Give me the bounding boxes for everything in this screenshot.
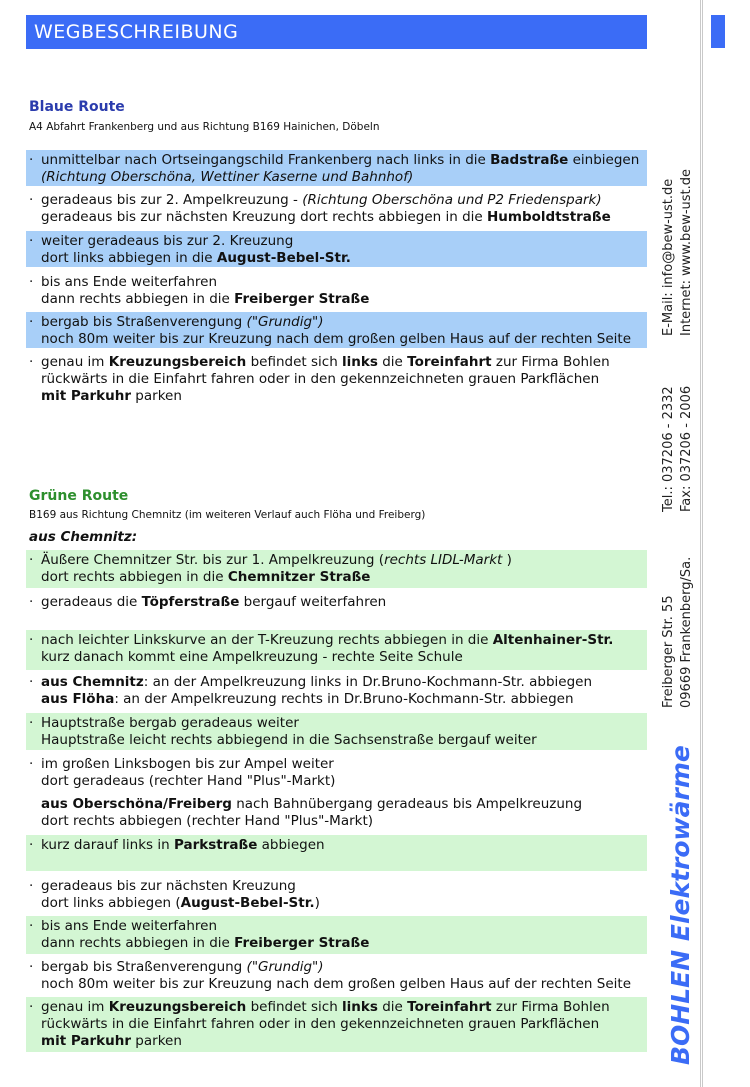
green-step-11: · genau im Kreuzungsbereich befindet sich links die Toreinfahrt zur Firma Bohlen rückwärts in die Einfahrt fahren oder in den gekennzeichneten grauen Parkflächen mit Parkuhr parken [26, 997, 647, 1052]
green-step-4: · aus Chemnitz: an der Ampelkreuzung links in Dr.Bruno-Kochmann-Str. abbiegen aus Flöha: an der Ampelkreuzung rechts in Dr.Bruno-Kochmann-Str. abbiegen [29, 674, 593, 707]
green-route-subtitle: B169 aus Richtung Chemnitz (im weiteren Verlauf auch Flöha und Freiberg) [29, 509, 426, 521]
green-step-7: · kurz darauf links in Parkstraße abbiegen [26, 835, 647, 871]
blue-step-6: · genau im Kreuzungsbereich befindet sich links die Toreinfahrt zur Firma Bohlen rückwärts in die Einfahrt fahren oder in den gekennzeichneten grauen Parkflächen mit Parkuhr parken [29, 354, 610, 404]
street-text: Freiberger Str. 55 [661, 595, 676, 708]
blue-route-title: Blaue Route [29, 99, 125, 115]
green-step-5: · Hauptstraße bergab geradeaus weiter Hauptstraße leicht rechts abbiegend in die Sachsenstraße bergauf weiter [26, 713, 647, 750]
header-bar [26, 15, 647, 49]
green-route-title: Grüne Route [29, 488, 129, 504]
green-step-9: · bis ans Ende weiterfahren dann rechts abbiegen in die Freiberger Straße [26, 916, 647, 954]
blue-step-5: · bergab bis Straßenverengung ("Grundig") noch 80m weiter bis zur Kreuzung nach dem großen gelben Haus auf der rechten Seite [26, 312, 647, 348]
blue-step-1: · unmittelbar nach Ortseingangschild Frankenberg nach links in die Badstraße einbiegen (Richtung Oberschöna, Wettiner Kaserne und Bahnhof) [26, 150, 647, 186]
green-route-from: aus Chemnitz: [29, 529, 138, 545]
internet-text: Internet: www.bew-ust.de [679, 168, 694, 336]
green-step-3: · nach leichter Linkskurve an der T-Kreuzung rechts abbiegen in die Altenhainer-Str. kurz danach kommt eine Ampelkreuzung - rechte Seite Schule [26, 630, 647, 670]
city-text: 09669 Frankenberg/Sa. [679, 556, 694, 708]
green-step-2: · geradeaus die Töpferstraße bergauf weiterfahren [29, 594, 387, 610]
page-title: WEGBESCHREIBUNG [34, 21, 239, 43]
green-step-6b: aus Oberschöna/Freiberg nach Bahnübergang geradeaus bis Ampelkreuzung dort rechts abbiegen (rechter Hand "Plus"-Markt) [41, 796, 583, 829]
sidebar-divider-2 [702, 0, 703, 1087]
green-step-6: · im großen Linksbogen bis zur Ampel weiter dort geradeaus (rechter Hand "Plus"-Markt) [29, 756, 336, 789]
blue-step-3: · weiter geradeaus bis zur 2. Kreuzung dort links abbiegen in die August-Bebel-Str. [26, 231, 647, 267]
green-step-10: · bergab bis Straßenverengung ("Grundig") noch 80m weiter bis zur Kreuzung nach dem großen gelben Haus auf der rechten Seite [29, 959, 632, 992]
blue-step-4: · bis ans Ende weiterfahren dann rechts abbiegen in die Freiberger Straße [29, 274, 370, 307]
email-text: E-Mail: info@bew-ust.de [661, 178, 676, 336]
blue-route-subtitle: A4 Abfahrt Frankenberg und aus Richtung B169 Hainichen, Döbeln [29, 121, 380, 133]
accent-box [711, 15, 725, 48]
sidebar-divider [700, 0, 701, 1087]
green-step-8: · geradeaus bis zur nächsten Kreuzung dort links abbiegen (August-Bebel-Str.) [29, 878, 320, 911]
brand-logo-text: BOHLEN Elektrowärme [666, 745, 695, 1065]
green-step-1: · Äußere Chemnitzer Str. bis zur 1. Ampelkreuzung (rechts LIDL-Markt ) dort rechts abbiegen in die Chemnitzer Straße [26, 550, 647, 588]
blue-step-2: · geradeaus bis zur 2. Ampelkreuzung - (Richtung Oberschöna und P2 Friedenspark) geradeaus bis zur nächsten Kreuzung dort rechts abbiegen in die Humboldtstraße [29, 192, 611, 225]
tel-text: Tel.: 037206 - 2332 [661, 386, 676, 512]
fax-text: Fax: 037206 - 2006 [679, 385, 694, 512]
